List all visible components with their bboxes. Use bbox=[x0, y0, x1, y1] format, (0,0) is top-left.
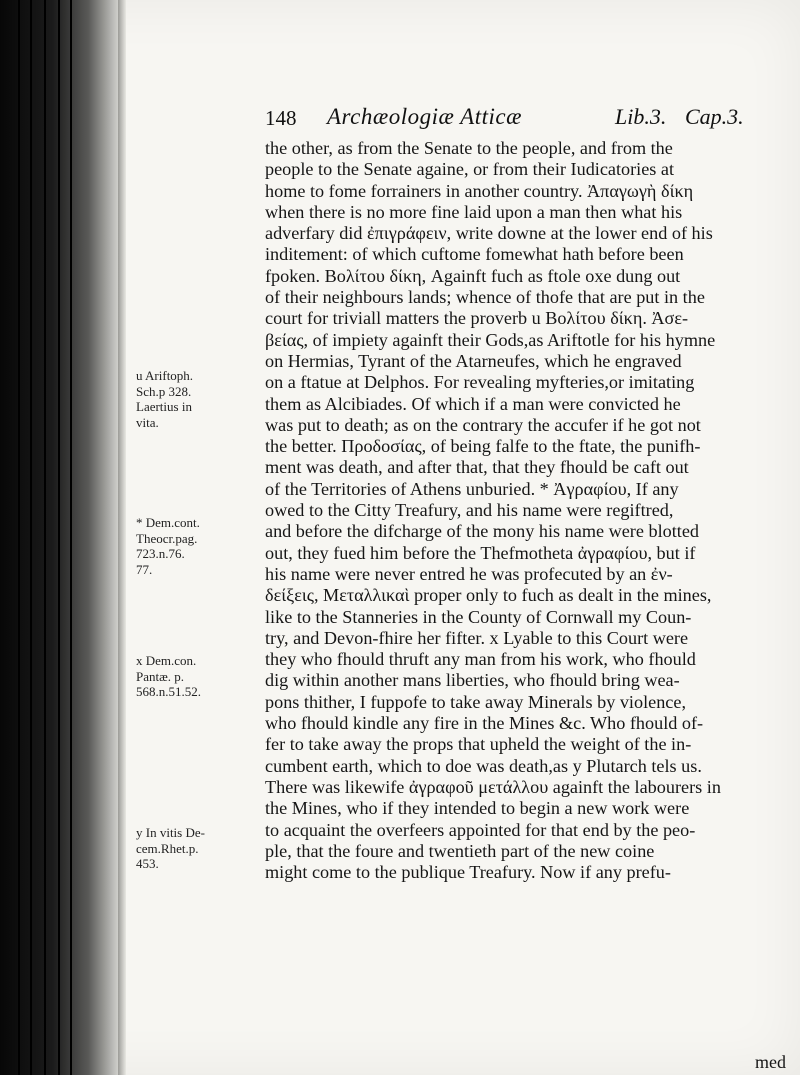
margin-note-line: u Ariftoph. bbox=[136, 368, 194, 383]
text-line: home to fome forrainers in another country. Ἀπαγωγὴ δίκη bbox=[265, 180, 694, 201]
page-header bbox=[265, 100, 785, 134]
text-line: them as Alcibiades. Of which if a man were convicted he bbox=[265, 393, 681, 414]
page-curve bbox=[118, 0, 126, 1075]
text-line: who fhould kindle any fire in the Mines &c. Who fhould of- bbox=[265, 713, 704, 734]
margin-note-line: vita. bbox=[136, 414, 159, 430]
binding-line bbox=[30, 0, 32, 1075]
text-line: of the Territories of Athens unburied. * Ἀγραφίου, If any bbox=[265, 478, 679, 499]
text-line: There was likewife ἀγραφοῦ μετάλλου againft the labourers in bbox=[265, 776, 721, 797]
text-line: try, and Devon-fhire her fifter. x Lyable to this Court were bbox=[265, 627, 689, 648]
text-line: cumbent earth, which to doe was death,as y Plutarch tels us. bbox=[265, 755, 702, 776]
margin-note-line: 568.n.51.52. bbox=[136, 684, 201, 699]
text-line: his name were never entred he was profecuted by an ἐν- bbox=[265, 563, 673, 584]
text-line: when there is no more fine laid upon a man then what his bbox=[265, 201, 683, 222]
text-line: the better. Προδοσίας, of being falfe to the ftate, the punifh- bbox=[265, 436, 701, 457]
text-line: ment was death, and after that, that they fhould be caft out bbox=[265, 457, 689, 478]
text-line: to acquaint the overfeers appointed for that end by the peo- bbox=[265, 819, 696, 840]
text-line: δείξεις, Μεταλλικαὶ proper only to fuch as dealt in the mines, bbox=[265, 585, 712, 606]
margin-note-line: Pantæ. p. bbox=[136, 668, 185, 684]
body-text bbox=[265, 138, 793, 883]
text-line: on a ftatue at Delphos. For revealing myfteries,or imitating bbox=[265, 372, 695, 393]
margin-note-line: Sch.p 328. bbox=[136, 383, 192, 399]
margin-note-line: Laertius in bbox=[136, 399, 192, 414]
binding-line bbox=[70, 0, 72, 1075]
text-line: inditement: of which cuftome fomewhat hath before been bbox=[265, 244, 684, 265]
margin-note bbox=[136, 515, 200, 577]
chapter-number: Cap.3. bbox=[685, 104, 744, 129]
text-line: dig within another mans liberties, who fhould bring wea- bbox=[265, 670, 680, 691]
text-line: was put to death; as on the contrary the accufer if he got not bbox=[265, 414, 701, 435]
text-line: out, they fued him before the Thefmotheta ἀγραφίου, but if bbox=[265, 542, 696, 563]
text-line: might come to the publique Treafury. Now if any prefu- bbox=[265, 862, 671, 883]
margin-note bbox=[136, 368, 193, 430]
margin-note-line: y In vitis De- bbox=[136, 825, 205, 840]
margin-note-line: * Dem.cont. bbox=[136, 515, 200, 530]
binding-line bbox=[18, 0, 20, 1075]
text-line: adverfary did ἐπιγράφειν, write downe at the lower end of his bbox=[265, 223, 713, 244]
margin-note-line: 453. bbox=[136, 856, 159, 871]
margin-note-line: Theocr.pag. bbox=[136, 530, 198, 546]
text-line: βείας, of impiety againft their Gods,as Ariftotle for his hymne bbox=[265, 329, 716, 350]
text-line: fer to take away the props that upheld the weight of the in- bbox=[265, 734, 692, 755]
text-line: court for triviall matters the proverb u Βολίτου δίκη. Ἀσε- bbox=[265, 308, 689, 329]
margin-note-line: cem.Rhet.p. bbox=[136, 840, 199, 856]
margin-note bbox=[136, 653, 201, 700]
text-line: like to the Stanneries in the County of Cornwall my Coun- bbox=[265, 606, 692, 627]
margin-note-line: 723.n.76. bbox=[136, 546, 185, 561]
page-number: 148 bbox=[265, 106, 297, 130]
binding-line bbox=[58, 0, 60, 1075]
margin-note-line: 77. bbox=[136, 561, 153, 577]
text-line: and before the difcharge of the mony his name were blotted bbox=[265, 521, 699, 542]
catchword: med bbox=[755, 1052, 786, 1072]
text-line: fpoken. Βολίτου δίκη, Againft fuch as ftole oxe dung out bbox=[265, 265, 681, 286]
text-line: they who fhould thruft any man from his work, who fhould bbox=[265, 649, 696, 670]
text-line: people to the Senate againe, or from their Iudicatories at bbox=[265, 159, 675, 180]
margin-note-line: x Dem.con. bbox=[136, 653, 197, 668]
book-gutter-shadow bbox=[0, 0, 118, 1075]
binding-line bbox=[44, 0, 46, 1075]
text-line: the other, as from the Senate to the people, and from the bbox=[265, 138, 673, 158]
book-number: Lib.3. bbox=[615, 104, 667, 129]
text-line: of their neighbours lands; whence of thofe that are put in the bbox=[265, 287, 705, 308]
text-line: pons thither, I fuppofe to take away Minerals by violence, bbox=[265, 691, 686, 712]
running-title: Archæologiæ Atticæ bbox=[327, 104, 522, 129]
text-line: on Hermias, Tyrant of the Atarneufes, which he engraved bbox=[265, 350, 682, 371]
text-line: owed to the Citty Treafury, and his name were regiftred, bbox=[265, 500, 674, 521]
text-line: ple, that the foure and twentieth part of the new coine bbox=[265, 840, 655, 861]
text-line: the Mines, who if they intended to begin a new work were bbox=[265, 798, 690, 819]
margin-note bbox=[136, 825, 205, 872]
